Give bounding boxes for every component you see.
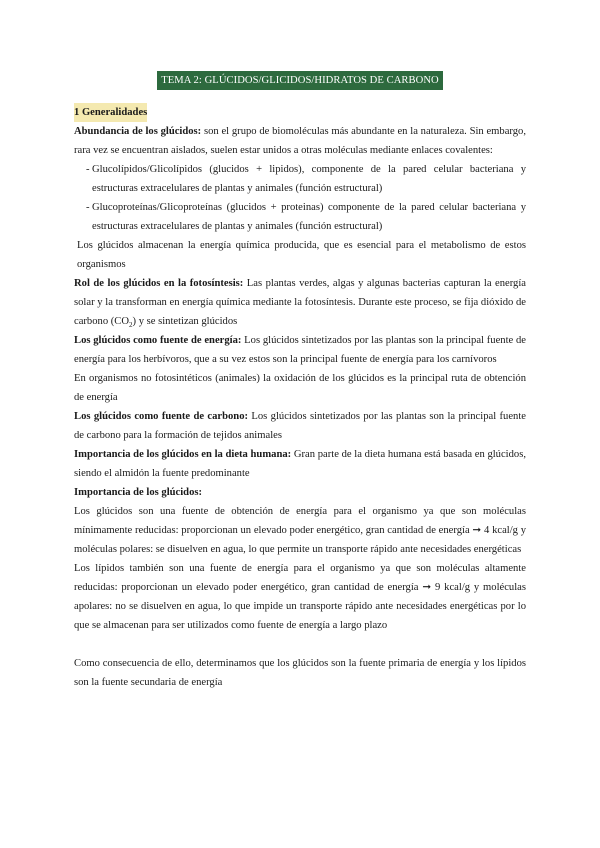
- dieta-label: Importancia de los glúcidos en la dieta humana:: [74, 449, 292, 460]
- paragraph-rol: [74, 274, 526, 331]
- fuente-energia-text: Los glúcidos sintetizados por las plantas son la principal fuente de energía para los herbívoros, que a su vez estos son la principal fuente de energía para los carnívoros: [74, 335, 526, 365]
- document-title: TEMA 2: GLÚCIDOS/GLICIDOS/HIDRATOS DE CARBONO: [157, 71, 443, 90]
- dieta-text: Gran parte de la dieta humana está basada en glúcidos, siendo el almidón la fuente predominante: [74, 449, 526, 479]
- importancia-heading: Importancia de los glúcidos:: [74, 487, 203, 498]
- list-dash: -: [86, 164, 90, 175]
- paragraph-importancia-glucidos: Los glúcidos son una fuente de obtención de energía para el organismo ya que son moléculas mínimamente reducidas: proporcionan un elevado poder energético, gran cantidad de energía ➞ 4 kcal/g y moléculas polares: se disuelven en agua, lo que permite un transporte rápido ante necesidades energéticas: [74, 506, 526, 555]
- list-dash: -: [86, 202, 90, 213]
- list-item: [74, 160, 526, 198]
- paragraph-fuente-energia: [74, 331, 526, 369]
- paragraph-almacen: Los glúcidos almacenan la energía química producida, que es esencial para el metabolismo de estos organismos: [77, 240, 526, 270]
- section-heading: 1 Generalidades: [74, 103, 147, 122]
- document-page: [74, 71, 526, 692]
- section-heading-wrap: [74, 103, 526, 122]
- paragraph-abundancia: [74, 122, 526, 160]
- paragraph-conclusion: Como consecuencia de ello, determinamos que los glúcidos son la fuente primaria de energía y los lípidos son la fuente secundaria de energía: [74, 658, 526, 688]
- rol-text: Las plantas verdes, algas y algunas bacterias capturan la energía solar y la transforman en energía química mediante la fotosíntesis. Durante este proceso, se fija dióxido de carbono (CO: [74, 278, 526, 327]
- list-item-text: Glucolípidos/Glicolípidos (glucidos + lipidos), componente de la pared celular bacteriana y estructuras extracelulares de plantas y animales (función estructural): [92, 164, 526, 194]
- paragraph-no-fotosinteticos: En organismos no fotosintéticos (animales) la oxidación de los glúcidos es la principal ruta de obtención de energía: [74, 373, 526, 403]
- paragraph-importancia-lipidos: Los lípidos también son una fuente de energía para el organismo ya que son moléculas altamente reducidas: proporcionan un elevado poder energético, gran cantidad de energía ➞ 9 kcal/g y moléculas apolares: no se disuelven en agua, lo que impide un transporte rápido ante necesidades energéticas por lo que se almacenan para ser utilizados como fuente de energía a largo plazo: [74, 563, 526, 631]
- paragraph-dieta: [74, 445, 526, 483]
- glycoconjugate-list: [74, 160, 526, 236]
- title-wrap: [74, 71, 526, 90]
- rol-subscript: 2: [129, 321, 133, 330]
- rol-text-after: ) y se sintetizan glúcidos: [132, 316, 238, 327]
- abundancia-text: son el grupo de biomoléculas más abundante en la naturaleza. Sin embargo, rara vez se encuentran aislados, suelen estar unidos a otras moléculas mediante enlaces covalentes:: [74, 126, 526, 156]
- rol-label: Rol de los glúcidos en la fotosíntesis:: [74, 278, 244, 289]
- list-item: [74, 198, 526, 236]
- abundancia-label: Abundancia de los glúcidos:: [74, 126, 202, 137]
- paragraph-gap: [74, 635, 526, 654]
- fuente-carbono-label: Los glúcidos como fuente de carbono:: [74, 411, 249, 422]
- fuente-energia-label: Los glúcidos como fuente de energía:: [74, 335, 242, 346]
- list-item-text: Glucoproteínas/Glicoproteínas (glucidos + proteinas) componente de la pared celular bacteriana y estructuras extracelulares de plantas y animales (función estructural): [92, 202, 526, 232]
- paragraph-fuente-carbono: [74, 407, 526, 445]
- fuente-carbono-text: Los glúcidos sintetizados por las plantas son la principal fuente de carbono para la formación de tejidos animales: [74, 411, 526, 441]
